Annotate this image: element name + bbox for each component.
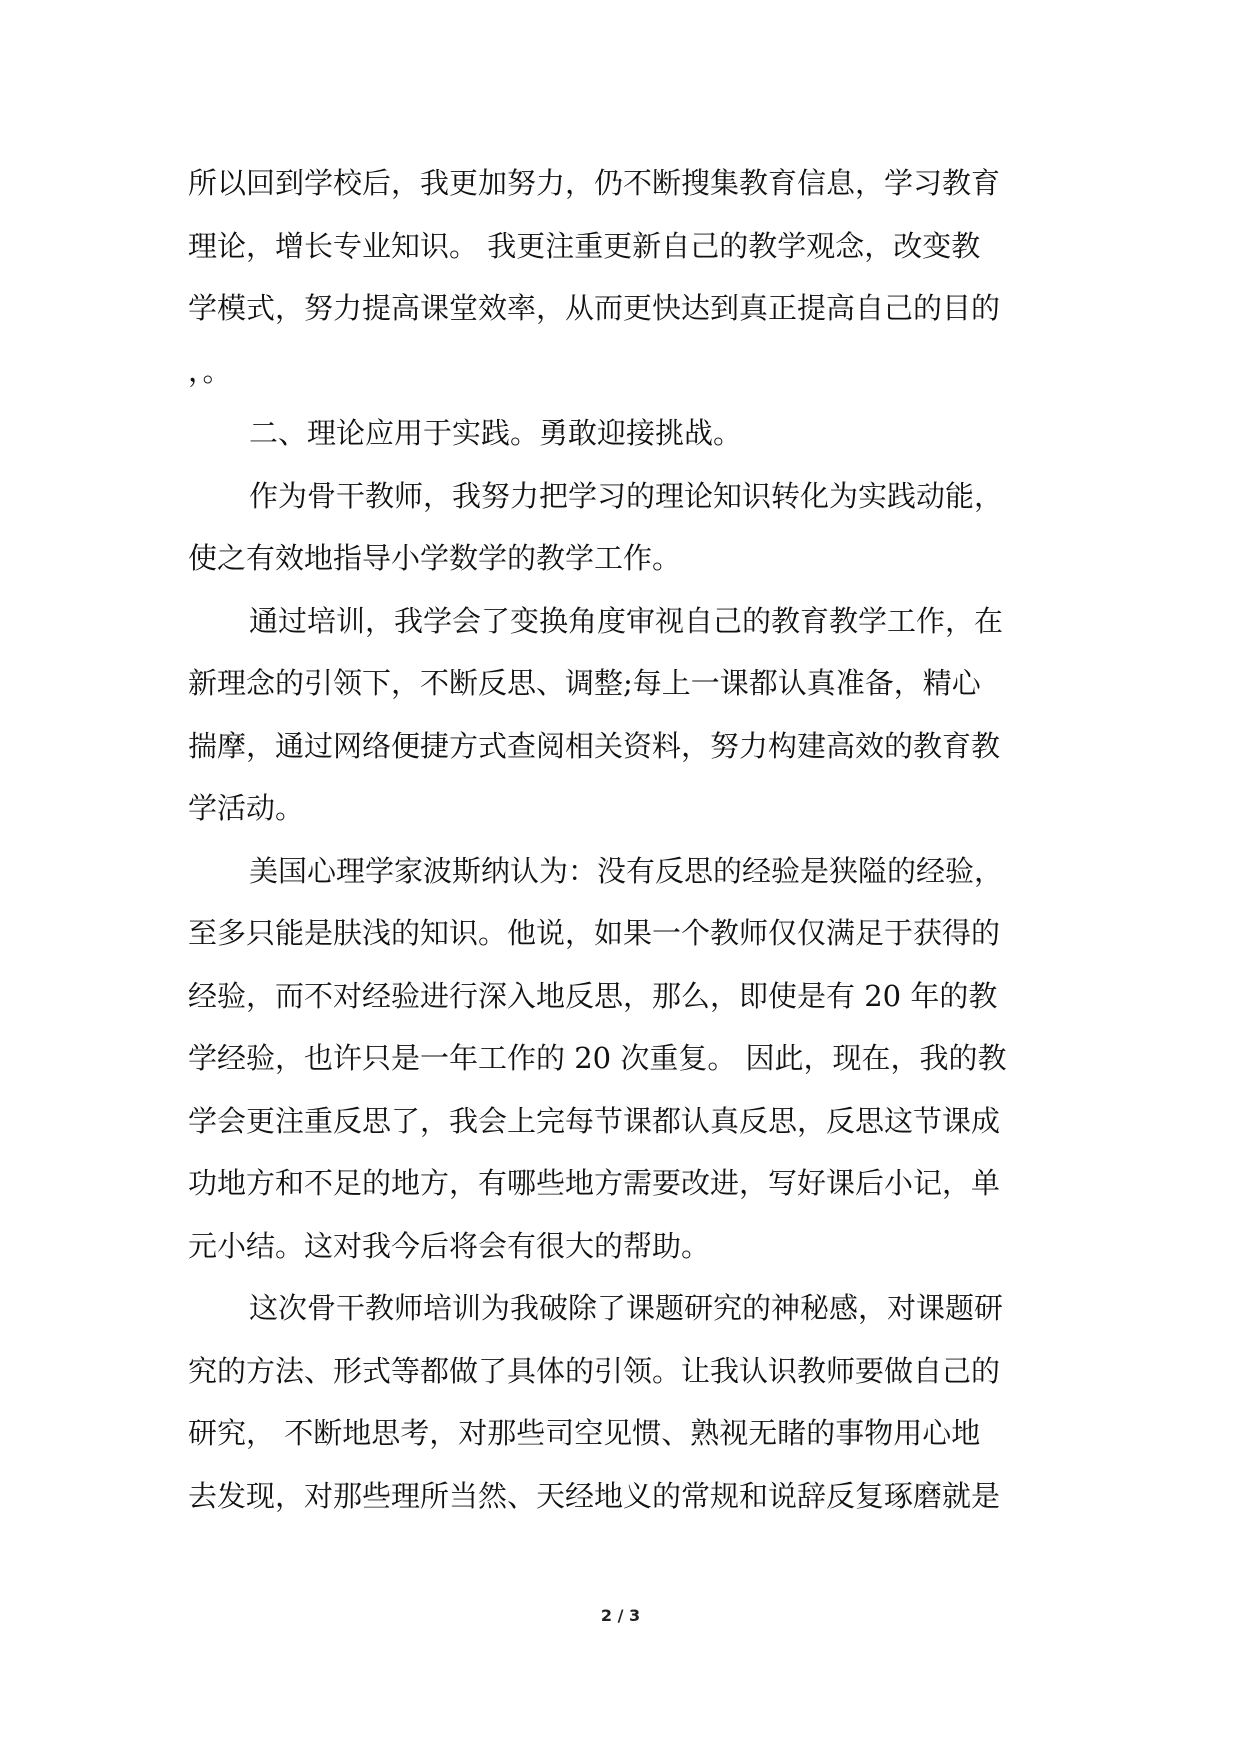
text-line: 揣摩，通过网络便捷方式查阅相关资料，努力构建高效的教育教 <box>188 728 1001 763</box>
text-line: 新理念的引领下，不断反思、调整;每上一课都认真准备，精心 <box>188 666 981 700</box>
page-number: 2 / 3 <box>600 1606 641 1625</box>
text-line: 学经验，也许只是一年工作的 20 次重复。 因此，现在，我的教 <box>188 1041 1007 1075</box>
text-line: 去发现，对那些理所当然、天经地义的常规和说辞反复琢磨就是 <box>188 1478 1001 1513</box>
text-line: 元小结。这对我今后将会有很大的帮助。 <box>188 1228 711 1263</box>
text-line: 经验，而不对经验进行深入地反思，那么，即使是有 20 年的教 <box>188 978 998 1013</box>
text-line: 所以回到学校后，我更加努力，仍不断搜集教育信息，学习教育 <box>188 166 1001 200</box>
text-line: 学模式，努力提高课堂效率，从而更快达到真正提高自己的目的 <box>188 291 1001 325</box>
text-line: 学会更注重反思了，我会上完每节课都认真反思，反思这节课成 <box>188 1103 1001 1138</box>
text-line: 美国心理学家波斯纳认为：没有反思的经验是狭隘的经验， <box>249 853 1004 888</box>
section-heading: 二、理论应用于实践。勇敢迎接挑战。 <box>249 416 743 450</box>
text-line: 使之有效地指导小学数学的教学工作。 <box>188 541 682 575</box>
text-line: ，。 <box>188 353 232 388</box>
text-line: 作为骨干教师，我努力把学习的理论知识转化为实践动能， <box>249 478 1004 513</box>
text-line: 究的方法、形式等都做了具体的引领。让我认识教师要做自己的 <box>188 1353 1001 1388</box>
text-line: 功地方和不足的地方，有哪些地方需要改进，写好课后小记，单 <box>188 1166 1001 1200</box>
text-line: 研究， 不断地思考，对那些司空见惯、熟视无睹的事物用心地 <box>188 1416 981 1450</box>
text-line: 这次骨干教师培训为我破除了课题研究的神秘感，对课题研 <box>249 1291 1004 1325</box>
text-line: 通过培训，我学会了变换角度审视自己的教育教学工作，在 <box>249 603 1004 638</box>
text-line: 至多只能是肤浅的知识。他说，如果一个教师仅仅满足于获得的 <box>188 916 1001 950</box>
text-line: 学活动。 <box>188 791 305 825</box>
text-line: 理论，增长专业知识。 我更注重更新自己的教学观念，改变教 <box>188 228 981 263</box>
body-text <box>188 152 1068 1527</box>
